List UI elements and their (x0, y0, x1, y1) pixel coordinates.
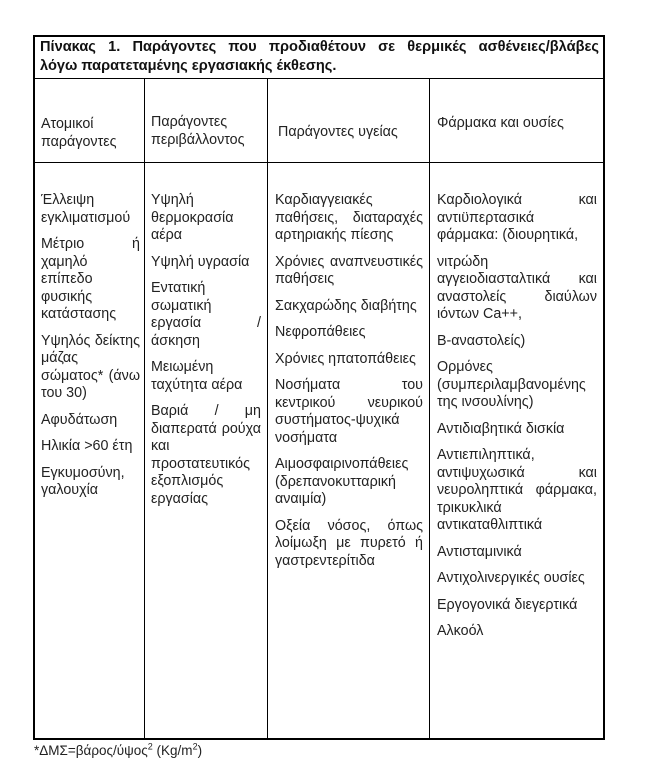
bmi-footnote: *ΔΜΣ=βάρος/ύψος$^2$ $(Kg/m^2)$ (34, 741, 203, 758)
list-item: Καρδιολογικά και αντιϋπερτασικά φάρμακα: (διουρητικά, (437, 192, 597, 243)
column-divider (267, 79, 268, 738)
list-item: Καρδιαγγειακές παθήσεις, διαταραχές αρτηριακής πίεσης (275, 192, 423, 243)
header-individual-factors: Ατομικοί παράγοντες (41, 116, 117, 150)
list-item: Μειωμένη ταχύτητα αέρα (151, 359, 243, 393)
column-divider (429, 79, 430, 738)
list-item: Αντιχολινεργικές ουσίες (437, 570, 585, 586)
list-item: Νοσήματα του κεντρικού νευρικού συστήματος-ψυχικά νοσήματα (275, 377, 423, 446)
list-item: Βαριά / μη διαπερατά ρούχα και προστατευτικός εξοπλισμός εργασίας (151, 403, 261, 507)
list-item: Χρόνιες αναπνευστικές παθήσεις (275, 253, 423, 287)
list-item: Αντισταμινικά (437, 543, 522, 560)
list-item: Εγκυμοσύνη, γαλουχία (41, 464, 125, 498)
list-item: Αντιδιαβητικά δισκία (437, 420, 565, 437)
list-item: Έλλειψη εγκλιματισμού (41, 192, 131, 226)
header-health-factors: Παράγοντες υγείας (278, 124, 398, 140)
list-item: Εντατική σωματική εργασία / άσκηση (151, 280, 261, 349)
list-item: Υψηλός δείκτης μάζας σώματος* (άνω του 30) (41, 332, 140, 401)
header-drugs-substances: Φάρμακα και ουσίες (437, 115, 564, 131)
list-item: Αιμοσφαιρινοπάθειες (δρεπανοκυτταρική αναιμία) (275, 456, 409, 507)
table-title (35, 37, 603, 79)
list-item: Αφυδάτωση (41, 411, 118, 428)
column-divider (144, 79, 145, 738)
column-drugs-substances (437, 192, 597, 650)
list-item: Ορμόνες (συμπεριλαμβανομένης της ινσουλίνης) (437, 359, 586, 410)
column-health-factors (275, 192, 423, 579)
list-item: Σακχαρώδης διαβήτης (275, 297, 417, 314)
list-item: Αλκοόλ (437, 623, 484, 639)
column-environmental-factors (151, 192, 261, 517)
list-item: Υψηλή θερμοκρασία αέρα (151, 192, 234, 243)
list-item: Οξεία νόσος, όπως λοίμωξη με πυρετό ή γαστρεντερίτιδα (275, 517, 423, 569)
header-environmental-factors: Παράγοντες περιβάλλοντος (151, 114, 245, 148)
list-item: Β-αναστολείς) (437, 332, 526, 349)
list-item: Ηλικία >60 έτη (41, 438, 133, 454)
risk-factors-table (33, 35, 605, 740)
list-item: Χρόνιες ηπατοπάθειες (275, 350, 416, 367)
list-item: νιτρώδη αγγειοδιασταλτικά και αναστολείς διαύλων ιόντων Ca++, (437, 253, 597, 322)
table-title-line-1: Πίνακας 1. Παράγοντες που προδιαθέτουν σε θερμικές ασθένειες/βλάβες (40, 39, 599, 55)
list-item: Αντιεπιληπτικά, αντιψυχωσικά και νευροληπτικά φάρμακα, τρικυκλικά αντικαταθλιπτικά (437, 447, 597, 533)
table-title-line-2: λόγω παρατεταμένης εργασιακής έκθεσης. (40, 58, 337, 74)
list-item: Υψηλή υγρασία (151, 253, 250, 270)
list-item: Εργογονικά διεγερτικά (437, 596, 578, 613)
list-item: Νεφροπάθειες (275, 324, 366, 340)
list-item: Μέτριο ή χαμηλό επίπεδο φυσικής κατάστασης (41, 236, 140, 322)
column-individual-factors (41, 192, 140, 509)
